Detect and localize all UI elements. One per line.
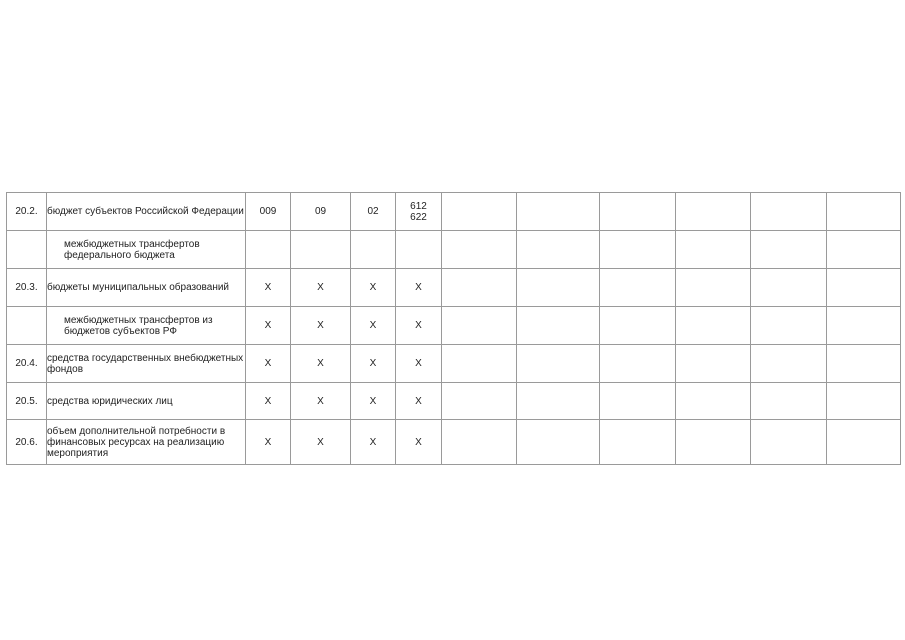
cell-code-3: X xyxy=(351,383,396,420)
cell-code-1: 009 xyxy=(246,193,291,231)
row-name: межбюджетных трансфертов федерального бюджета xyxy=(47,231,246,269)
empty-cell xyxy=(827,420,901,465)
table-row xyxy=(7,193,901,231)
code-value: 612 xyxy=(410,200,427,212)
empty-cell xyxy=(827,307,901,345)
empty-cell xyxy=(442,345,517,383)
empty-cell xyxy=(751,269,827,307)
empty-cell xyxy=(827,231,901,269)
cell-code-2 xyxy=(291,231,351,269)
budget-table xyxy=(6,192,901,465)
row-number: 20.2. xyxy=(7,193,47,231)
empty-cell xyxy=(442,193,517,231)
empty-cell xyxy=(517,193,600,231)
row-name: бюджеты муниципальных образований xyxy=(47,269,246,307)
empty-cell xyxy=(751,420,827,465)
cell-code-2: X xyxy=(291,345,351,383)
cell-code-4: X xyxy=(396,345,442,383)
empty-cell xyxy=(827,269,901,307)
empty-cell xyxy=(827,345,901,383)
table-row xyxy=(7,269,901,307)
empty-cell xyxy=(676,420,751,465)
empty-cell xyxy=(827,383,901,420)
row-name: средства юридических лиц xyxy=(47,383,246,420)
cell-code-2: X xyxy=(291,307,351,345)
cell-code-3 xyxy=(351,231,396,269)
row-number xyxy=(7,307,47,345)
cell-code-3: 02 xyxy=(351,193,396,231)
empty-cell xyxy=(600,420,676,465)
empty-cell xyxy=(827,193,901,231)
cell-code-4: X xyxy=(396,307,442,345)
code-value: 622 xyxy=(410,211,427,223)
table-row xyxy=(7,231,901,269)
table-row xyxy=(7,307,901,345)
row-number: 20.3. xyxy=(7,269,47,307)
row-name: бюджет субъектов Российской Федерации xyxy=(47,193,246,231)
table-row xyxy=(7,345,901,383)
empty-cell xyxy=(442,231,517,269)
empty-cell xyxy=(751,231,827,269)
cell-code-1: X xyxy=(246,383,291,420)
empty-cell xyxy=(517,420,600,465)
cell-code-2: X xyxy=(291,420,351,465)
empty-cell xyxy=(751,383,827,420)
cell-code-4 xyxy=(396,193,442,231)
empty-cell xyxy=(676,307,751,345)
row-number: 20.4. xyxy=(7,345,47,383)
cell-code-2: 09 xyxy=(291,193,351,231)
cell-code-3: X xyxy=(351,420,396,465)
empty-cell xyxy=(517,307,600,345)
row-name: средства государственных внебюджетных фондов xyxy=(47,345,246,383)
empty-cell xyxy=(442,383,517,420)
empty-cell xyxy=(517,269,600,307)
empty-cell xyxy=(600,345,676,383)
empty-cell xyxy=(600,193,676,231)
empty-cell xyxy=(517,383,600,420)
empty-cell xyxy=(600,269,676,307)
row-name: объем дополнительной потребности в финансовых ресурсах на реализацию мероприятия xyxy=(47,420,246,465)
cell-code-1: X xyxy=(246,420,291,465)
row-number: 20.6. xyxy=(7,420,47,465)
cell-code-1: X xyxy=(246,269,291,307)
cell-code-1 xyxy=(246,231,291,269)
empty-cell xyxy=(600,383,676,420)
cell-code-3: X xyxy=(351,307,396,345)
cell-code-1: X xyxy=(246,345,291,383)
empty-cell xyxy=(676,193,751,231)
cell-code-3: X xyxy=(351,269,396,307)
cell-code-4: X xyxy=(396,420,442,465)
cell-code-4: X xyxy=(396,269,442,307)
table-row xyxy=(7,383,901,420)
empty-cell xyxy=(676,345,751,383)
empty-cell xyxy=(517,345,600,383)
empty-cell xyxy=(751,193,827,231)
cell-code-4 xyxy=(396,231,442,269)
empty-cell xyxy=(600,231,676,269)
empty-cell xyxy=(442,269,517,307)
empty-cell xyxy=(442,307,517,345)
cell-code-2: X xyxy=(291,383,351,420)
cell-code-3: X xyxy=(351,345,396,383)
empty-cell xyxy=(676,269,751,307)
empty-cell xyxy=(517,231,600,269)
row-number: 20.5. xyxy=(7,383,47,420)
empty-cell xyxy=(442,420,517,465)
row-name: межбюджетных трансфертов из бюджетов субъектов РФ xyxy=(47,307,246,345)
empty-cell xyxy=(600,307,676,345)
cell-code-1: X xyxy=(246,307,291,345)
empty-cell xyxy=(676,231,751,269)
empty-cell xyxy=(676,383,751,420)
table-row xyxy=(7,420,901,465)
empty-cell xyxy=(751,345,827,383)
row-number xyxy=(7,231,47,269)
empty-cell xyxy=(751,307,827,345)
cell-code-2: X xyxy=(291,269,351,307)
cell-code-4: X xyxy=(396,383,442,420)
